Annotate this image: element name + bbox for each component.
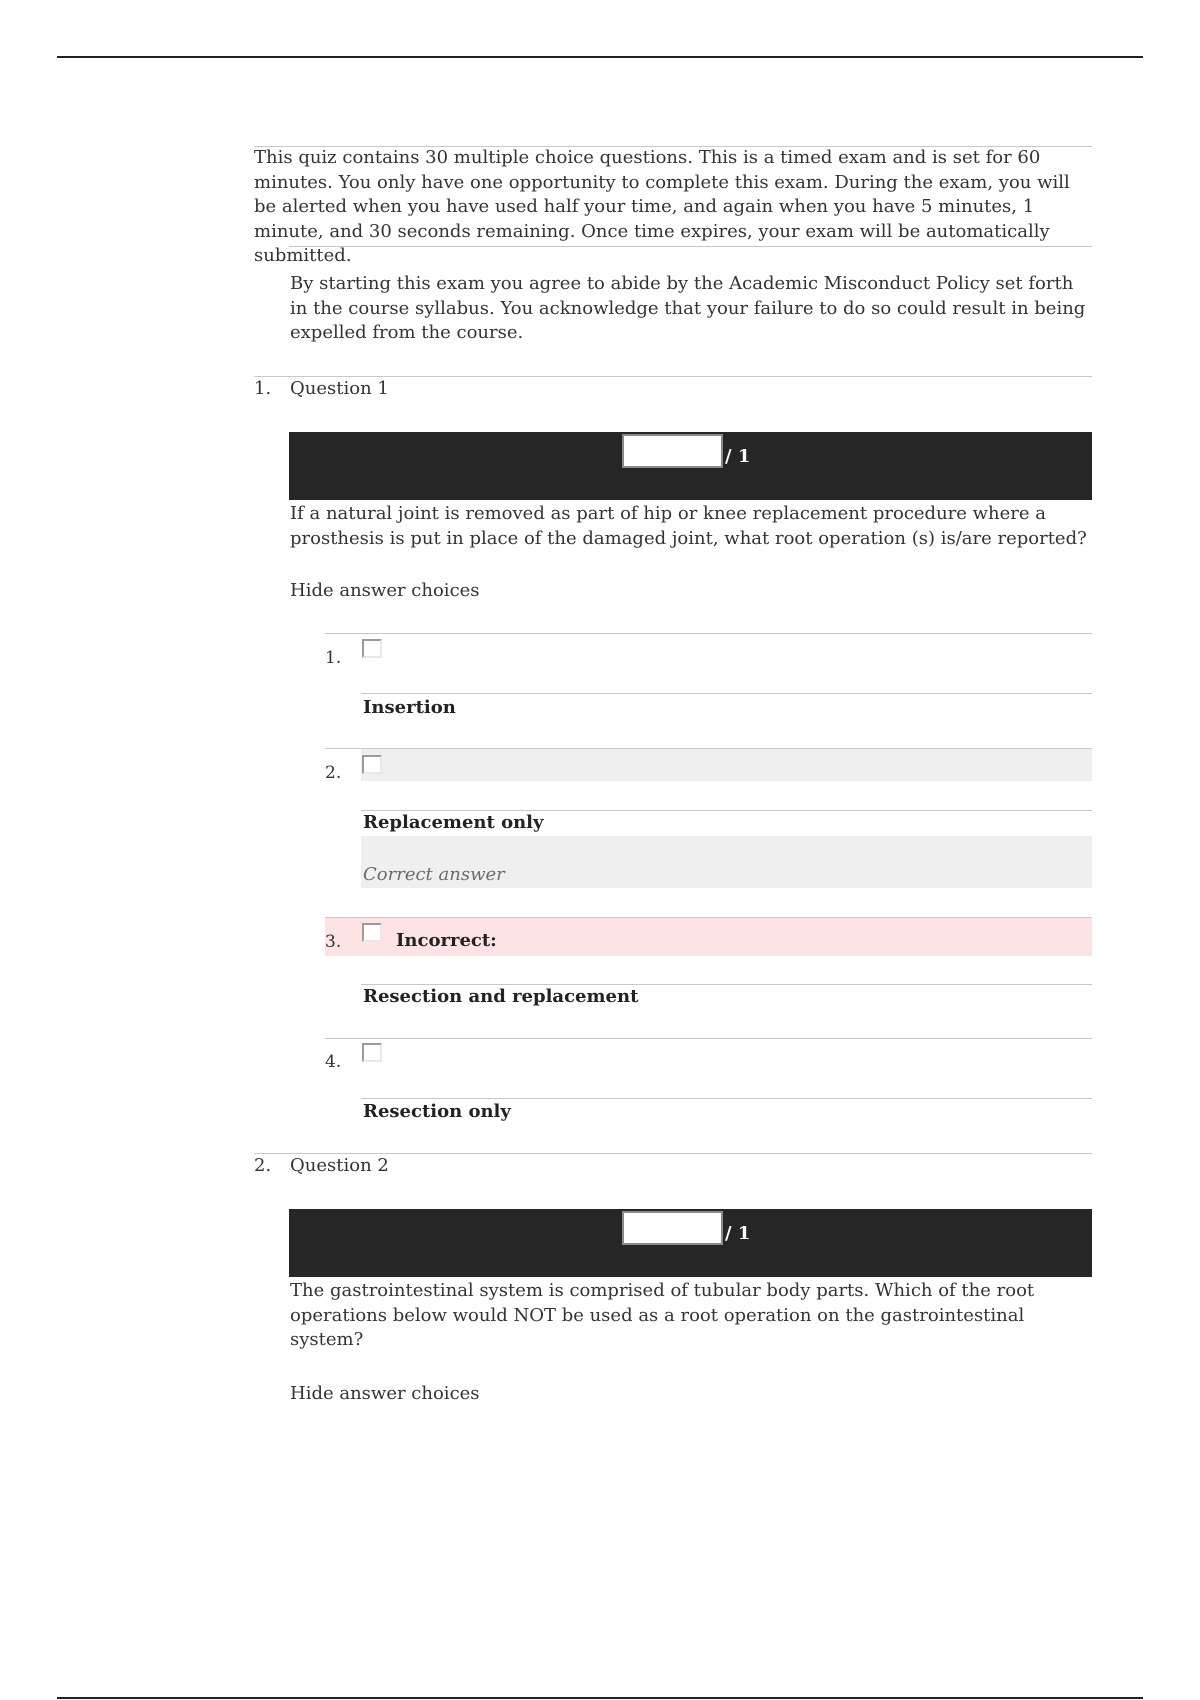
question-1-divider [254, 376, 1092, 377]
academic-policy-notice: By starting this exam you agree to abide by the Academic Misconduct Policy set forth in the course syllabus. You acknowledge that your failure to do so could result in being expelled from the course. [290, 273, 1086, 343]
question-2-score-input[interactable] [622, 1211, 723, 1245]
question-2-text: The gastrointestinal system is comprised of tubular body parts. Which of the root operations below would NOT be used as a root operation on the gastrointestinal system? [290, 1280, 1035, 1350]
choice-1-number: 1. [325, 648, 342, 668]
question-1-score-bar [289, 432, 1092, 500]
question-2-title: Question 2 [290, 1155, 389, 1176]
question-2-score-denominator: / 1 [725, 1223, 751, 1244]
question-1-title: Question 1 [290, 378, 389, 399]
choice-2-number: 2. [325, 763, 342, 783]
question-1-score-input[interactable] [622, 434, 723, 468]
top-rule [57, 56, 1143, 58]
question-2-hide-answers-link[interactable]: Hide answer choices [290, 1383, 480, 1404]
choice-4-number: 4. [325, 1052, 342, 1072]
quiz-instructions: This quiz contains 30 multiple choice questions. This is a timed exam and is set for 60 minutes. You only have one opportunity to complete this exam. During the exam, you will be alerted when you have used half your time, and again when you have 5 minutes, 1 minute, and 30 seconds remaining. Once time expires, your exam will be automatically submitted. [254, 147, 1070, 266]
choice-4-checkbox[interactable] [362, 1043, 382, 1062]
choice-3-label: Resection and replacement [363, 986, 639, 1007]
choice-2-checkbox[interactable] [362, 755, 382, 774]
intro-divider-bottom [289, 246, 1092, 247]
choice-1-label: Insertion [363, 697, 456, 718]
choice-2-label: Replacement only [363, 812, 544, 833]
choice-inner-divider [361, 693, 1092, 694]
question-1-text: If a natural joint is removed as part of hip or knee replacement procedure where a prosthesis is put in place of the damaged joint, what root operation (s) is/are reported? [290, 503, 1087, 549]
choice-1-checkbox[interactable] [362, 639, 382, 658]
question-2-divider [254, 1153, 1092, 1154]
question-1-score-denominator: / 1 [725, 446, 751, 467]
choice-inner-divider [361, 1098, 1092, 1099]
choice-divider [325, 633, 1092, 634]
incorrect-tag: Incorrect: [396, 930, 497, 951]
choice-inner-divider [361, 984, 1092, 985]
bottom-rule [57, 1697, 1143, 1699]
correct-answer-note: Correct answer [363, 864, 505, 885]
choice-inner-divider [361, 810, 1092, 811]
question-2-number: 2. [254, 1155, 272, 1176]
choice-divider [325, 1038, 1092, 1039]
choice-2-highlight [361, 749, 1092, 781]
question-2-score-bar [289, 1209, 1092, 1277]
question-1-hide-answers-link[interactable]: Hide answer choices [290, 580, 480, 601]
question-1-number: 1. [254, 378, 272, 399]
choice-4-label: Resection only [363, 1101, 511, 1122]
choice-3-checkbox[interactable] [362, 923, 382, 942]
choice-3-number: 3. [325, 932, 342, 952]
